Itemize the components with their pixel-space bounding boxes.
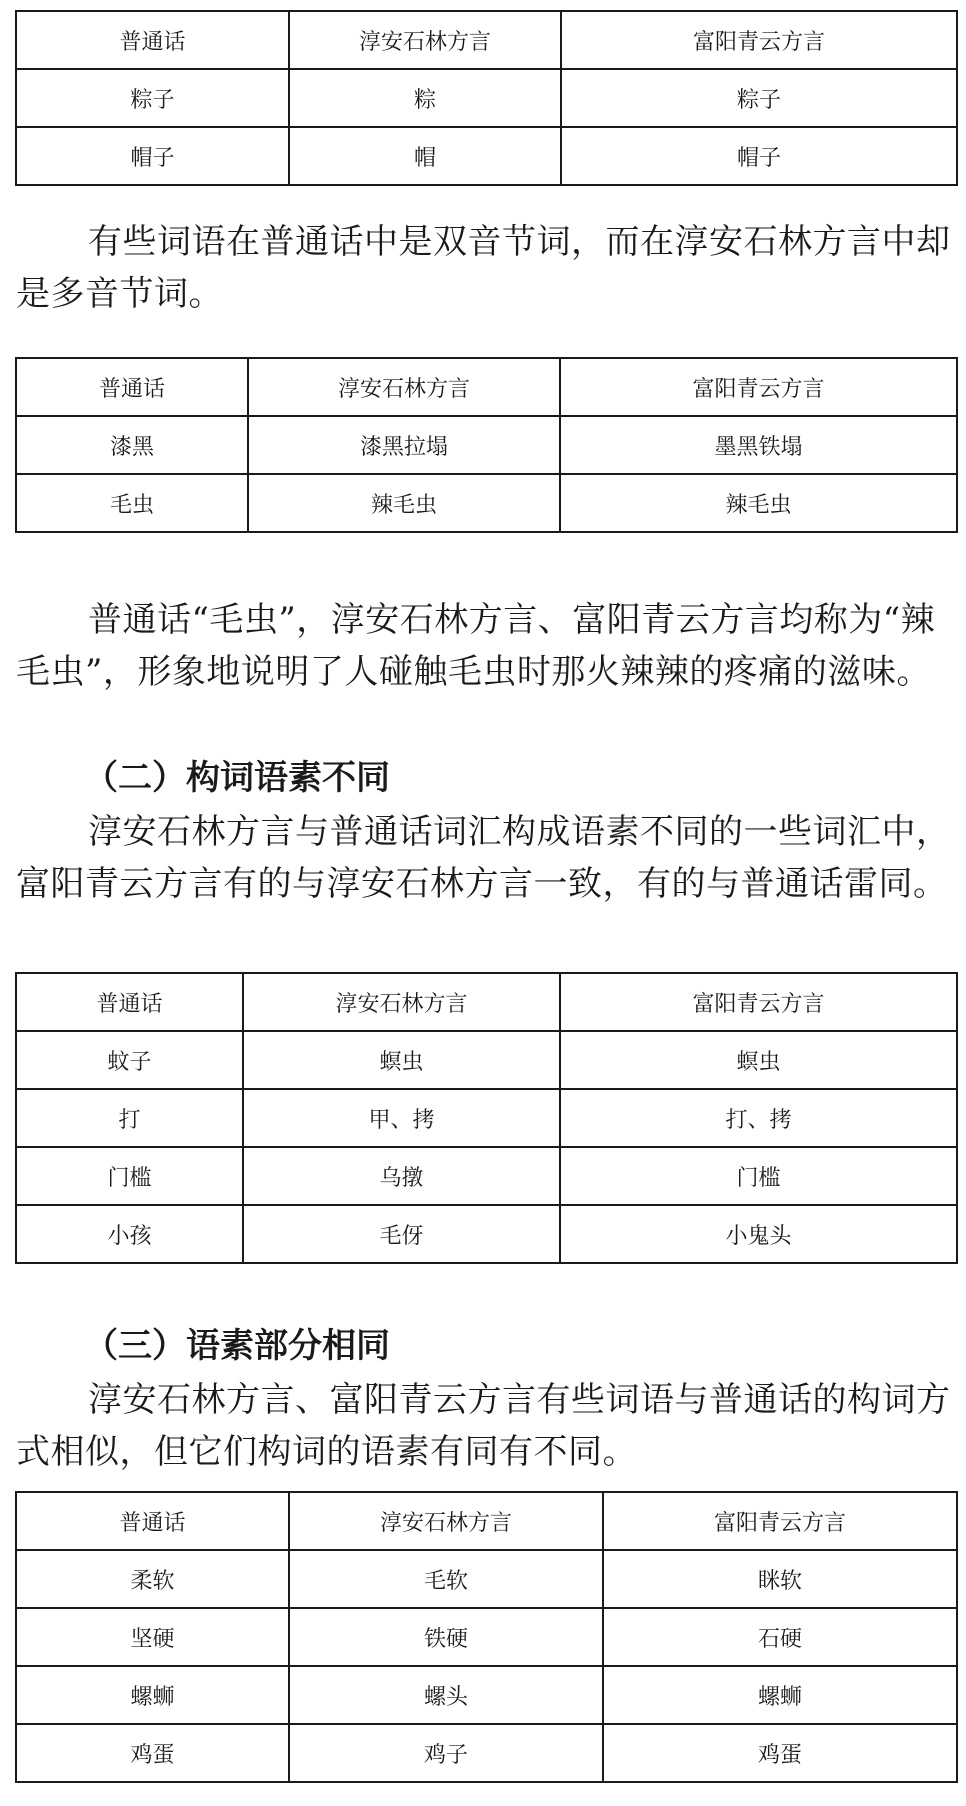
table-cell: 螺蛳 [603,1666,957,1724]
table-header-cell: 淳安石林方言 [289,1492,603,1550]
table-header-cell: 淳安石林方言 [243,973,560,1031]
table-row [16,1550,957,1608]
table-cell: 螟虫 [560,1031,957,1089]
table-cell: 螺蛳 [16,1666,289,1724]
table-header-cell: 富阳青云方言 [560,358,957,416]
table-header-cell: 富阳青云方言 [560,973,957,1031]
table-header-row [16,11,957,69]
table-cell: 甲、拷 [243,1089,560,1147]
table-cell: 柔软 [16,1550,289,1608]
table-cell: 粽子 [561,69,957,127]
table-header-cell: 富阳青云方言 [561,11,957,69]
table-cell: 粽子 [16,69,289,127]
table-header-row [16,973,957,1031]
table-header-cell: 普通话 [16,1492,289,1550]
table-cell: 毛软 [289,1550,603,1608]
table-header-cell: 淳安石林方言 [248,358,560,416]
table-row [16,1666,957,1724]
table-cell: 鸡子 [289,1724,603,1782]
table-cell: 眯软 [603,1550,957,1608]
section-heading-2: （二）构词语素不同 [84,758,390,798]
table-cell: 漆黑 [16,416,248,474]
table-cell: 蚊子 [16,1031,243,1089]
table-cell: 帽子 [16,127,289,185]
paragraph-2: 普通话“毛虫”，淳安石林方言、富阳青云方言均称为“辣毛虫”，形象地说明了人碰触毛虫时那火辣辣的疼痛的滋味。 [16,600,936,692]
vocab-table-1 [15,10,958,186]
table-cell: 漆黑拉塌 [248,416,560,474]
table-row [16,416,957,474]
table-row [16,1031,957,1089]
table-row [16,1608,957,1666]
table-cell: 打、拷 [560,1089,957,1147]
table-cell: 乌撴 [243,1147,560,1205]
table-cell: 门槛 [16,1147,243,1205]
paragraph-1: 有些词语在普通话中是双音节词，而在淳安石林方言中却是多音节词。 [16,222,951,314]
section-heading-3: （三）语素部分相同 [84,1326,390,1366]
table-cell: 毛虫 [16,474,248,532]
table-cell: 鸡蛋 [16,1724,289,1782]
table-cell: 辣毛虫 [248,474,560,532]
table-row [16,1089,957,1147]
table-header-cell: 淳安石林方言 [289,11,561,69]
table-cell: 石硬 [603,1608,957,1666]
table-cell: 毛伢 [243,1205,560,1263]
vocab-table-2 [15,357,958,533]
table-cell: 坚硬 [16,1608,289,1666]
table-cell: 小孩 [16,1205,243,1263]
table-cell: 小鬼头 [560,1205,957,1263]
vocab-table-4 [15,1491,958,1783]
table-row [16,1205,957,1263]
table-cell: 辣毛虫 [560,474,957,532]
table-cell: 铁硬 [289,1608,603,1666]
table-row [16,69,957,127]
table-header-row [16,358,957,416]
table-cell: 打 [16,1089,243,1147]
table-header-cell: 普通话 [16,973,243,1031]
table-row [16,1724,957,1782]
vocab-table-3 [15,972,958,1264]
table-header-cell: 普通话 [16,358,248,416]
table-cell: 粽 [289,69,561,127]
table-cell: 帽子 [561,127,957,185]
table-cell: 帽 [289,127,561,185]
table-cell: 门槛 [560,1147,957,1205]
table-header-row [16,1492,957,1550]
table-cell: 墨黑铁塌 [560,416,957,474]
table-header-cell: 富阳青云方言 [603,1492,957,1550]
table-row [16,1147,957,1205]
table-row [16,474,957,532]
paragraph-3: 淳安石林方言与普通话词汇构成语素不同的一些词汇中，富阳青云方言有的与淳安石林方言一致，有的与普通话雷同。 [16,812,951,904]
table-cell: 螟虫 [243,1031,560,1089]
paragraph-4: 淳安石林方言、富阳青云方言有些词语与普通话的构词方式相似，但它们构词的语素有同有不同。 [16,1380,951,1472]
table-row [16,127,957,185]
table-header-cell: 普通话 [16,11,289,69]
table-cell: 螺头 [289,1666,603,1724]
table-cell: 鸡蛋 [603,1724,957,1782]
